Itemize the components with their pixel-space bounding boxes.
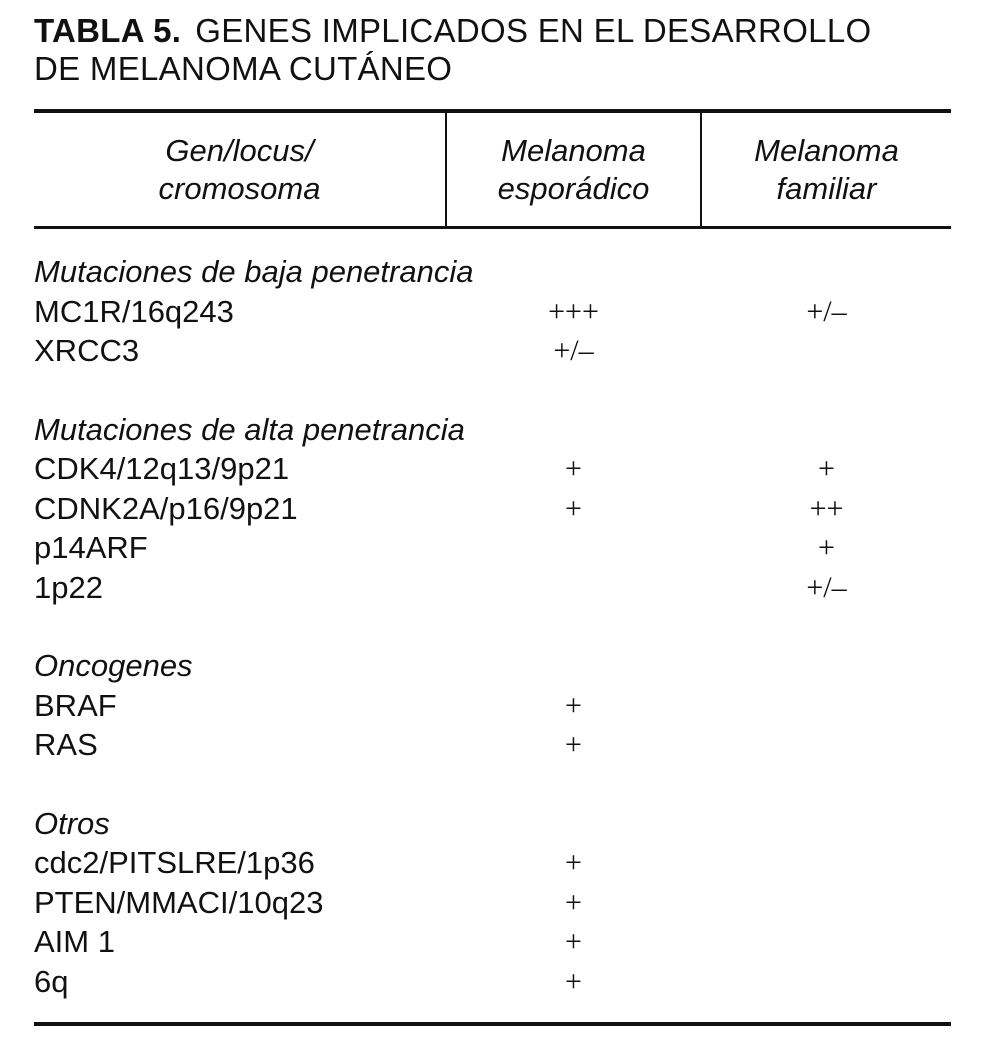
gene-name-cell: 6q xyxy=(34,963,69,999)
table-row xyxy=(34,843,951,883)
gene-name-cell: XRCC3 xyxy=(34,333,140,368)
table-title xyxy=(34,12,954,88)
familiar-cell: +/– xyxy=(806,294,847,328)
title-line-1 xyxy=(34,12,954,50)
section-spacer xyxy=(34,607,951,646)
familiar-cell: + xyxy=(818,531,835,564)
table-row xyxy=(34,883,951,923)
gene-name-cell: CDK4/12q13/9p21 xyxy=(34,451,290,486)
gene-name-cell: AIM 1 xyxy=(34,924,115,959)
header-gen-line-2: cromosoma xyxy=(158,170,321,206)
table-row xyxy=(34,725,951,765)
title-text-1: GENES IMPLICADOS EN EL DESARROLLO xyxy=(195,12,872,49)
title-line-2: DE MELANOMA CUTÁNEO xyxy=(34,50,453,87)
familiar-cell: + xyxy=(818,452,835,485)
esporadico-cell: + xyxy=(565,728,582,761)
header-familiar-line-2: familiar xyxy=(776,170,877,206)
table-row xyxy=(34,449,951,489)
table-row xyxy=(34,489,951,529)
section-title: Mutaciones de baja penetrancia xyxy=(34,254,474,289)
gene-name-cell: p14ARF xyxy=(34,530,148,565)
gene-name-cell: PTEN/MMACI/10q23 xyxy=(34,884,324,920)
gene-name-cell: 1p22 xyxy=(34,569,103,605)
esporadico-cell: + xyxy=(565,885,582,919)
esporadico-cell: + xyxy=(565,925,582,958)
header-familiar xyxy=(702,113,951,226)
gene-name-cell: cdc2/PITSLRE/1p36 xyxy=(34,845,315,880)
table-body xyxy=(34,252,951,1001)
section-spacer xyxy=(34,765,951,804)
header-familiar-line-1: Melanoma xyxy=(754,132,899,168)
table-row xyxy=(34,686,951,726)
familiar-cell: ++ xyxy=(809,491,844,525)
section-title: Oncogenes xyxy=(34,648,193,683)
gene-name-cell: CDNK2A/p16/9p21 xyxy=(34,490,298,526)
header-esporadico-line-2: esporádico xyxy=(497,170,650,206)
esporadico-cell: + xyxy=(565,688,582,722)
section-spacer xyxy=(34,371,951,410)
header-esporadico xyxy=(447,113,700,226)
gene-name-cell: BRAF xyxy=(34,687,117,723)
header-gen-locus xyxy=(34,113,445,226)
table-row xyxy=(34,331,951,371)
gene-name-cell: RAS xyxy=(34,727,98,762)
table-row xyxy=(34,962,951,1002)
header-gen-line-1: Gen/locus/ xyxy=(165,132,314,168)
table-row xyxy=(34,528,951,568)
section-title: Mutaciones de alta penetrancia xyxy=(34,411,465,447)
section-title: Otros xyxy=(34,805,110,841)
bottom-rule xyxy=(34,1022,951,1026)
esporadico-cell: + xyxy=(565,452,582,485)
esporadico-cell: +/– xyxy=(553,334,594,367)
esporadico-cell: + xyxy=(565,964,582,998)
gene-name-cell: MC1R/16q243 xyxy=(34,293,234,329)
familiar-cell: +/– xyxy=(806,570,847,604)
esporadico-cell: + xyxy=(565,846,582,879)
header-rule xyxy=(34,226,951,229)
table-label: TABLA 5. xyxy=(34,12,182,49)
table-row xyxy=(34,292,951,332)
table-row xyxy=(34,922,951,962)
esporadico-cell: + xyxy=(565,491,582,525)
esporadico-cell: +++ xyxy=(548,294,599,328)
table-row xyxy=(34,568,951,608)
header-esporadico-line-1: Melanoma xyxy=(501,132,646,168)
